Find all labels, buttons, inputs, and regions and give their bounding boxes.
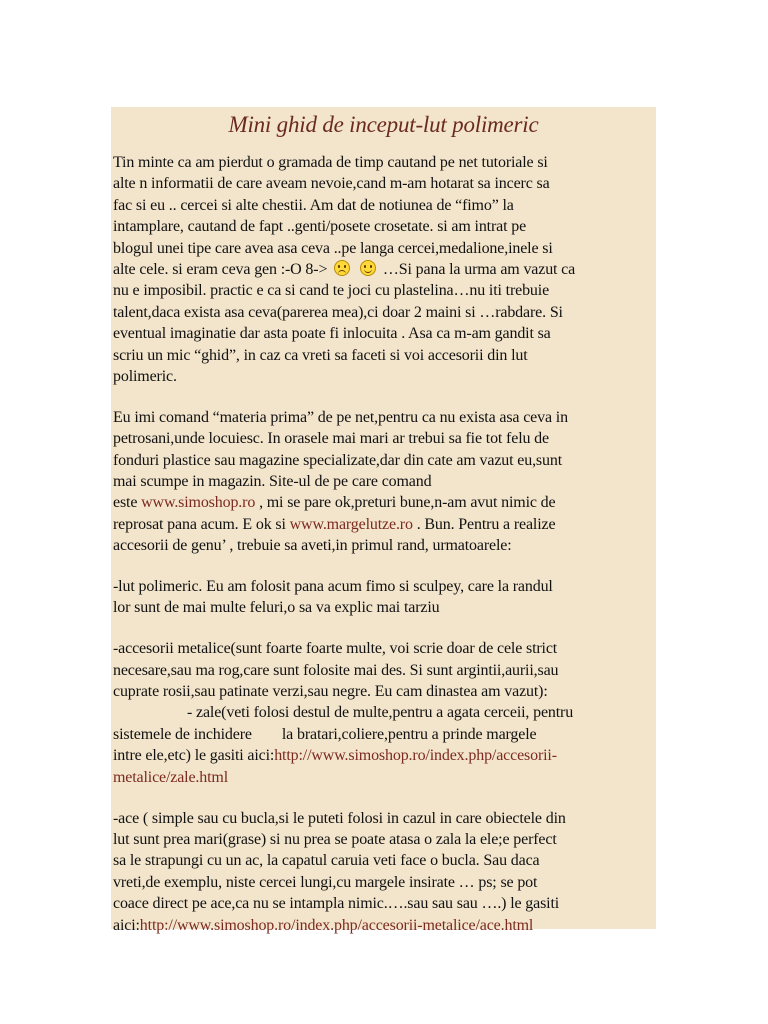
grinning-face-icon [360,260,376,276]
text-line: -accesorii metalice(sunt foarte foarte multe, voi scrie doar de cele strict [113,640,558,658]
text-line [113,767,654,788]
text-span: …Si pana la urma am vazut ca [382,260,576,278]
text-line [113,514,654,535]
text-line: talent,daca exista asa ceva(parerea mea),ci doar 2 maini si …rabdare. Si [113,303,563,321]
text-line: Eu imi comand “materia prima” de pe net,pentru ca nu exista asa ceva in [113,408,568,426]
text-span: intre ele,etc) le gasiti aici: [113,747,275,765]
text-line: Tin minte ca am pierdut o gramada de timp cautand pe net tutoriale si [113,154,548,171]
text-line: vreti,de exemplu, niste cercei lungi,cu margele insirate … ps; se pot [113,873,538,891]
text-line: mai scumpe in magazin. Site-ul de pe care comand [113,472,432,490]
text-line: - zale(veti folosi destul de multe,pentru a agata cerceii, pentru [187,704,574,722]
link-simoshop[interactable]: www.simoshop.ro [141,494,256,512]
text-line: lut sunt prea mari(grase) si nu prea se poate atasa o zala la ele;e perfect [113,830,557,848]
text-line: -lut polimeric. Eu am folosit pana acum fimo si sculpey, care la randul [113,578,553,596]
text-line: intamplare, cautand de fapt ..genti/posete crosetate. si am intrat pe [113,218,527,236]
text-line: polimeric. [113,367,177,385]
text-line: lor sunt de mai multe feluri,o sa va explic mai tarziu [113,599,440,617]
text-line: petrosani,unde locuiesc. In orasele mai mari ar trebui sa fie tot felu de [113,430,549,448]
text-span: aici: [113,916,140,934]
text-line: scriu un mic “ghid”, in caz ca vreti sa faceti si voi accesorii din lut [113,346,528,364]
link-zale[interactable]: http://www.simoshop.ro/index.php/accesorii- [274,747,557,765]
text-line: nu e imposibil. practic e ca si cand te joci cu plastelina…nu iti trebuie [113,282,550,300]
text-line: -ace ( simple sau cu bucla,si le puteti folosi in cazul in care obiectele din [113,809,566,827]
text-span: . Bun. Pentru a realize [416,515,556,533]
text-line [113,259,654,280]
paragraph-metal-accessories [113,638,654,788]
text-line: blogul unei tipe care avea asa ceva ..pe langa cercei,medalione,inele si [113,239,553,257]
document-body [113,152,654,936]
text-line: necesare,sau ma rog,care sunt folosite mai des. Si sunt argintii,aurii,sau [113,661,559,679]
text-line: accesorii de genu’ , trebuie sa aveti,in primul rand, urmatoarele: [113,537,512,555]
text-span: , mi se pare ok,preturi bune,n-am avut nimic de [259,494,556,512]
text-line: fonduri plastice sau magazine specializate,dar din cate am vazut eu,sunt [113,451,563,469]
text-line: eventual imaginatie dar asta poate fi inlocuita . Asa ca m-am gandit sa [113,325,551,343]
text-line: sa le strapungi cu un ac, la capatul caruia veti face o bucla. Sau daca [113,852,540,870]
worried-face-icon [334,260,350,276]
text-line: fac si eu .. cercei si alte chestii. Am dat de notiunea de “fimo” la [113,196,514,214]
paragraph-intro [113,152,654,387]
text-line: coace direct pe ace,ca nu se intampla nimic.….sau sau sau ….) le gasiti [113,895,560,913]
paragraph-clay [113,576,654,619]
text-line: alte n informatii de care aveam nevoie,cand m-am hotarat sa incerc sa [113,175,550,193]
text-span: la bratari,coliere,pentru a prinde margele [281,725,537,743]
text-line [113,915,654,936]
link-zale-continued[interactable]: metalice/zale.html [113,768,229,786]
document-page [111,107,656,934]
text-span: alte cele. si eram ceva gen :-O 8-> [113,260,328,278]
paragraph-pins [113,808,654,936]
text-line [113,724,654,745]
paragraph-ordering [113,407,654,557]
link-ace[interactable]: http://www.simoshop.ro/index.php/accesorii-metalice/ace.html [139,916,534,934]
text-span: reprosat pana acum. E ok si [113,515,286,533]
text-line [113,745,654,766]
text-span: este [113,494,138,512]
text-line [113,492,654,513]
link-margelutze[interactable]: www.margelutze.ro [289,515,413,533]
text-span: sistemele de inchidere [113,725,252,743]
text-line: cuprate rosii,sau patinate verzi,sau negre. Eu cam dinastea am vazut): [113,683,548,701]
document-title: Mini ghid de inceput-lut polimeric [228,112,539,137]
